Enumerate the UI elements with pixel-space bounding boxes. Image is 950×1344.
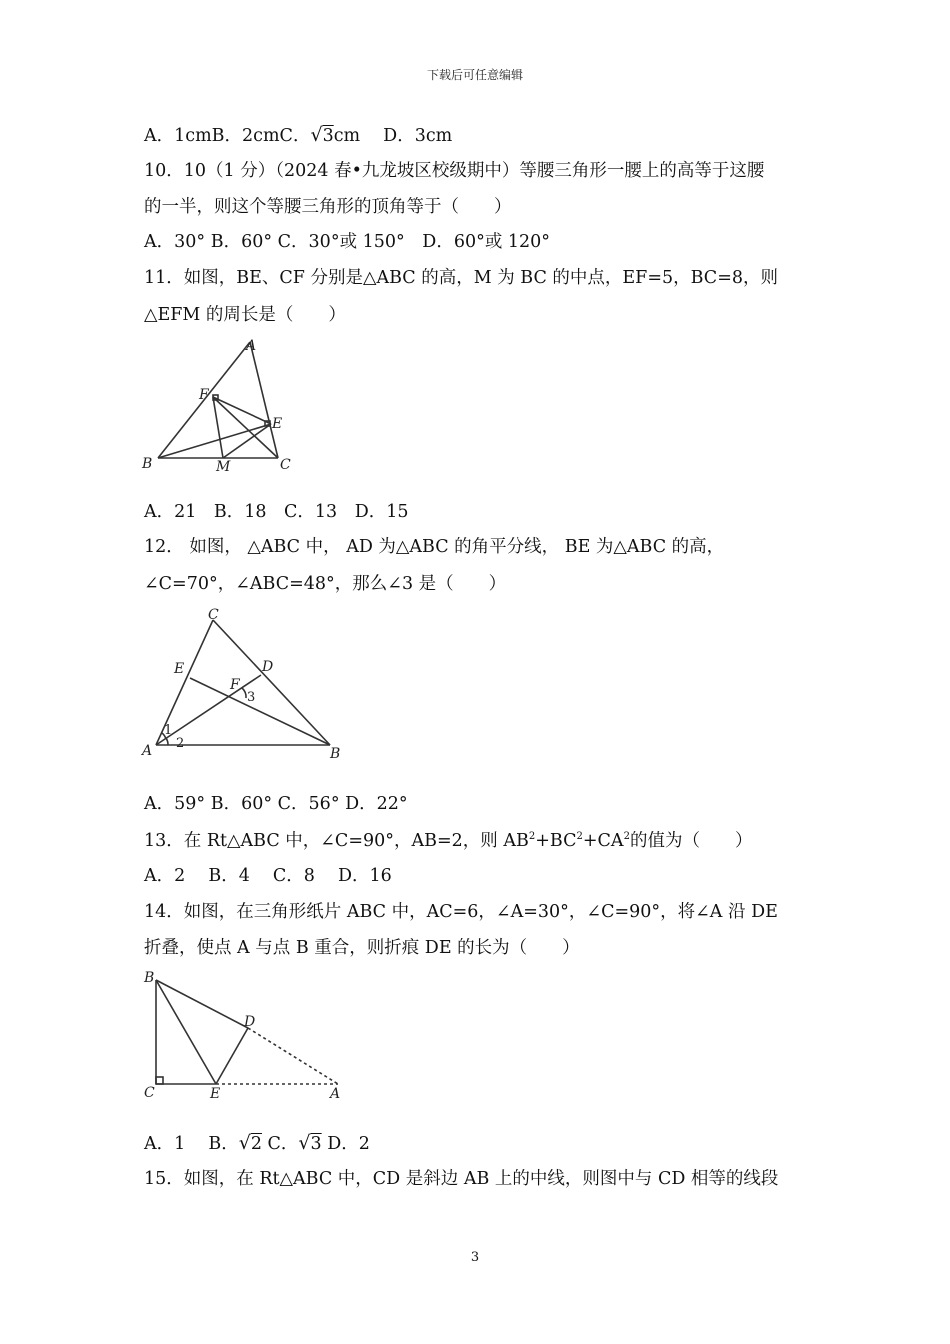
q14-options-a: A．1 B．	[144, 1134, 239, 1154]
q10-line-1: 10．10（1 分）（2024 春•九龙坡区校级期中）等腰三角形一腰上的高等于这腰	[144, 161, 765, 181]
q11-line-2: △EFM 的周长是（ ）	[144, 305, 346, 325]
angle-arc-2	[166, 738, 168, 745]
sqrt-symbol: √	[298, 1132, 311, 1154]
q13-text-b: +BC	[535, 830, 577, 851]
label-angle-2: 2	[176, 736, 185, 751]
q14-line-2: 折叠，使点 A 与点 B 重合，则折痕 DE 的长为（ ）	[144, 938, 580, 958]
sqrt-symbol: √	[310, 124, 323, 146]
segment-be	[158, 424, 271, 458]
q13-text-c: +CA	[582, 830, 624, 851]
q14-options-c: D．2	[321, 1134, 370, 1154]
q12-line-1: 12． 如图， △ABC 中， AD 为△ABC 的角平分线， BE 为△ABC 的高，	[144, 537, 725, 557]
label-e: E	[272, 416, 283, 432]
label-angle-1: 1	[164, 723, 173, 738]
segment-cf	[213, 397, 278, 458]
q13-text-d: 的值为（ ）	[629, 830, 753, 851]
q9-options	[144, 126, 452, 146]
segment-ac	[250, 342, 278, 458]
label-a: A	[330, 1086, 341, 1102]
radicand: 2	[250, 1134, 262, 1154]
q13-text-a: 13．在 Rt△ABC 中，∠C=90°，AB=2，则 AB	[144, 830, 529, 851]
figure-q12-triangle	[138, 603, 353, 763]
label-a: A	[142, 743, 153, 759]
label-c: C	[144, 1085, 155, 1101]
label-a: A	[246, 338, 257, 354]
q12-line-2: ∠C=70°，∠ABC=48°，那么∠3 是（ ）	[144, 574, 507, 594]
segment-ed	[216, 1028, 248, 1084]
segment-fe	[213, 397, 271, 424]
label-d: D	[262, 659, 274, 675]
label-m: M	[216, 459, 231, 475]
label-b: B	[330, 746, 341, 762]
page-number: 3	[470, 1250, 480, 1265]
q12-options: A．59° B．60° C．56° D．22°	[144, 794, 408, 814]
figure-q14-triangle	[138, 966, 353, 1106]
page-header: 下载后可任意编辑	[426, 68, 523, 82]
label-angle-3: 3	[247, 690, 256, 705]
angle-arc-3	[242, 688, 246, 698]
label-f: F	[199, 387, 209, 403]
q10-line-2: 的一半，则这个等腰三角形的顶角等于（ ）	[144, 197, 512, 217]
label-c: C	[280, 457, 291, 473]
q9-options-a: A．1cmB．2cmC．	[144, 126, 311, 146]
q11-line-1: 11．如图，BE、CF 分别是△ABC 的高，M 为 BC 的中点，EF=5，BC=8，则	[144, 268, 778, 288]
label-b: B	[144, 970, 155, 986]
segment-da-dashed	[248, 1028, 338, 1084]
superscript: 2	[528, 831, 536, 842]
label-e: E	[210, 1086, 221, 1102]
label-d: D	[244, 1014, 256, 1030]
q10-options: A．30° B．60° C．30°或 150° D．60°或 120°	[144, 232, 551, 252]
segment-fm	[213, 397, 223, 458]
label-e: E	[174, 661, 185, 677]
q14-options	[144, 1134, 370, 1154]
q13-options: A．2 B．4 C．8 D．16	[144, 866, 392, 886]
q14-line-1: 14．如图，在三角形纸片 ABC 中，AC=6，∠A=30°，∠C=90°，将∠A 沿 DE	[144, 902, 778, 922]
sqrt-symbol: √	[238, 1132, 251, 1154]
label-f: F	[230, 677, 240, 693]
q13-line-1	[144, 832, 752, 850]
superscript: 2	[623, 831, 630, 842]
figure-q11-triangle	[138, 334, 308, 479]
right-angle-mark-c	[156, 1077, 163, 1084]
radicand: 3	[322, 126, 334, 146]
segment-be	[190, 678, 330, 745]
q15-line-1: 15．如图，在 Rt△ABC 中，CD 是斜边 AB 上的中线，则图中与 CD 相等的线段	[144, 1169, 779, 1189]
right-angle-mark-e	[265, 421, 270, 426]
superscript: 2	[576, 831, 583, 842]
label-b: B	[142, 456, 153, 472]
q9-options-b: cm D．3cm	[333, 126, 453, 146]
label-c: C	[208, 607, 219, 623]
q11-options: A．21 B．18 C．13 D．15	[144, 502, 409, 522]
radicand: 3	[310, 1134, 322, 1154]
q14-options-b: C．	[261, 1134, 299, 1154]
